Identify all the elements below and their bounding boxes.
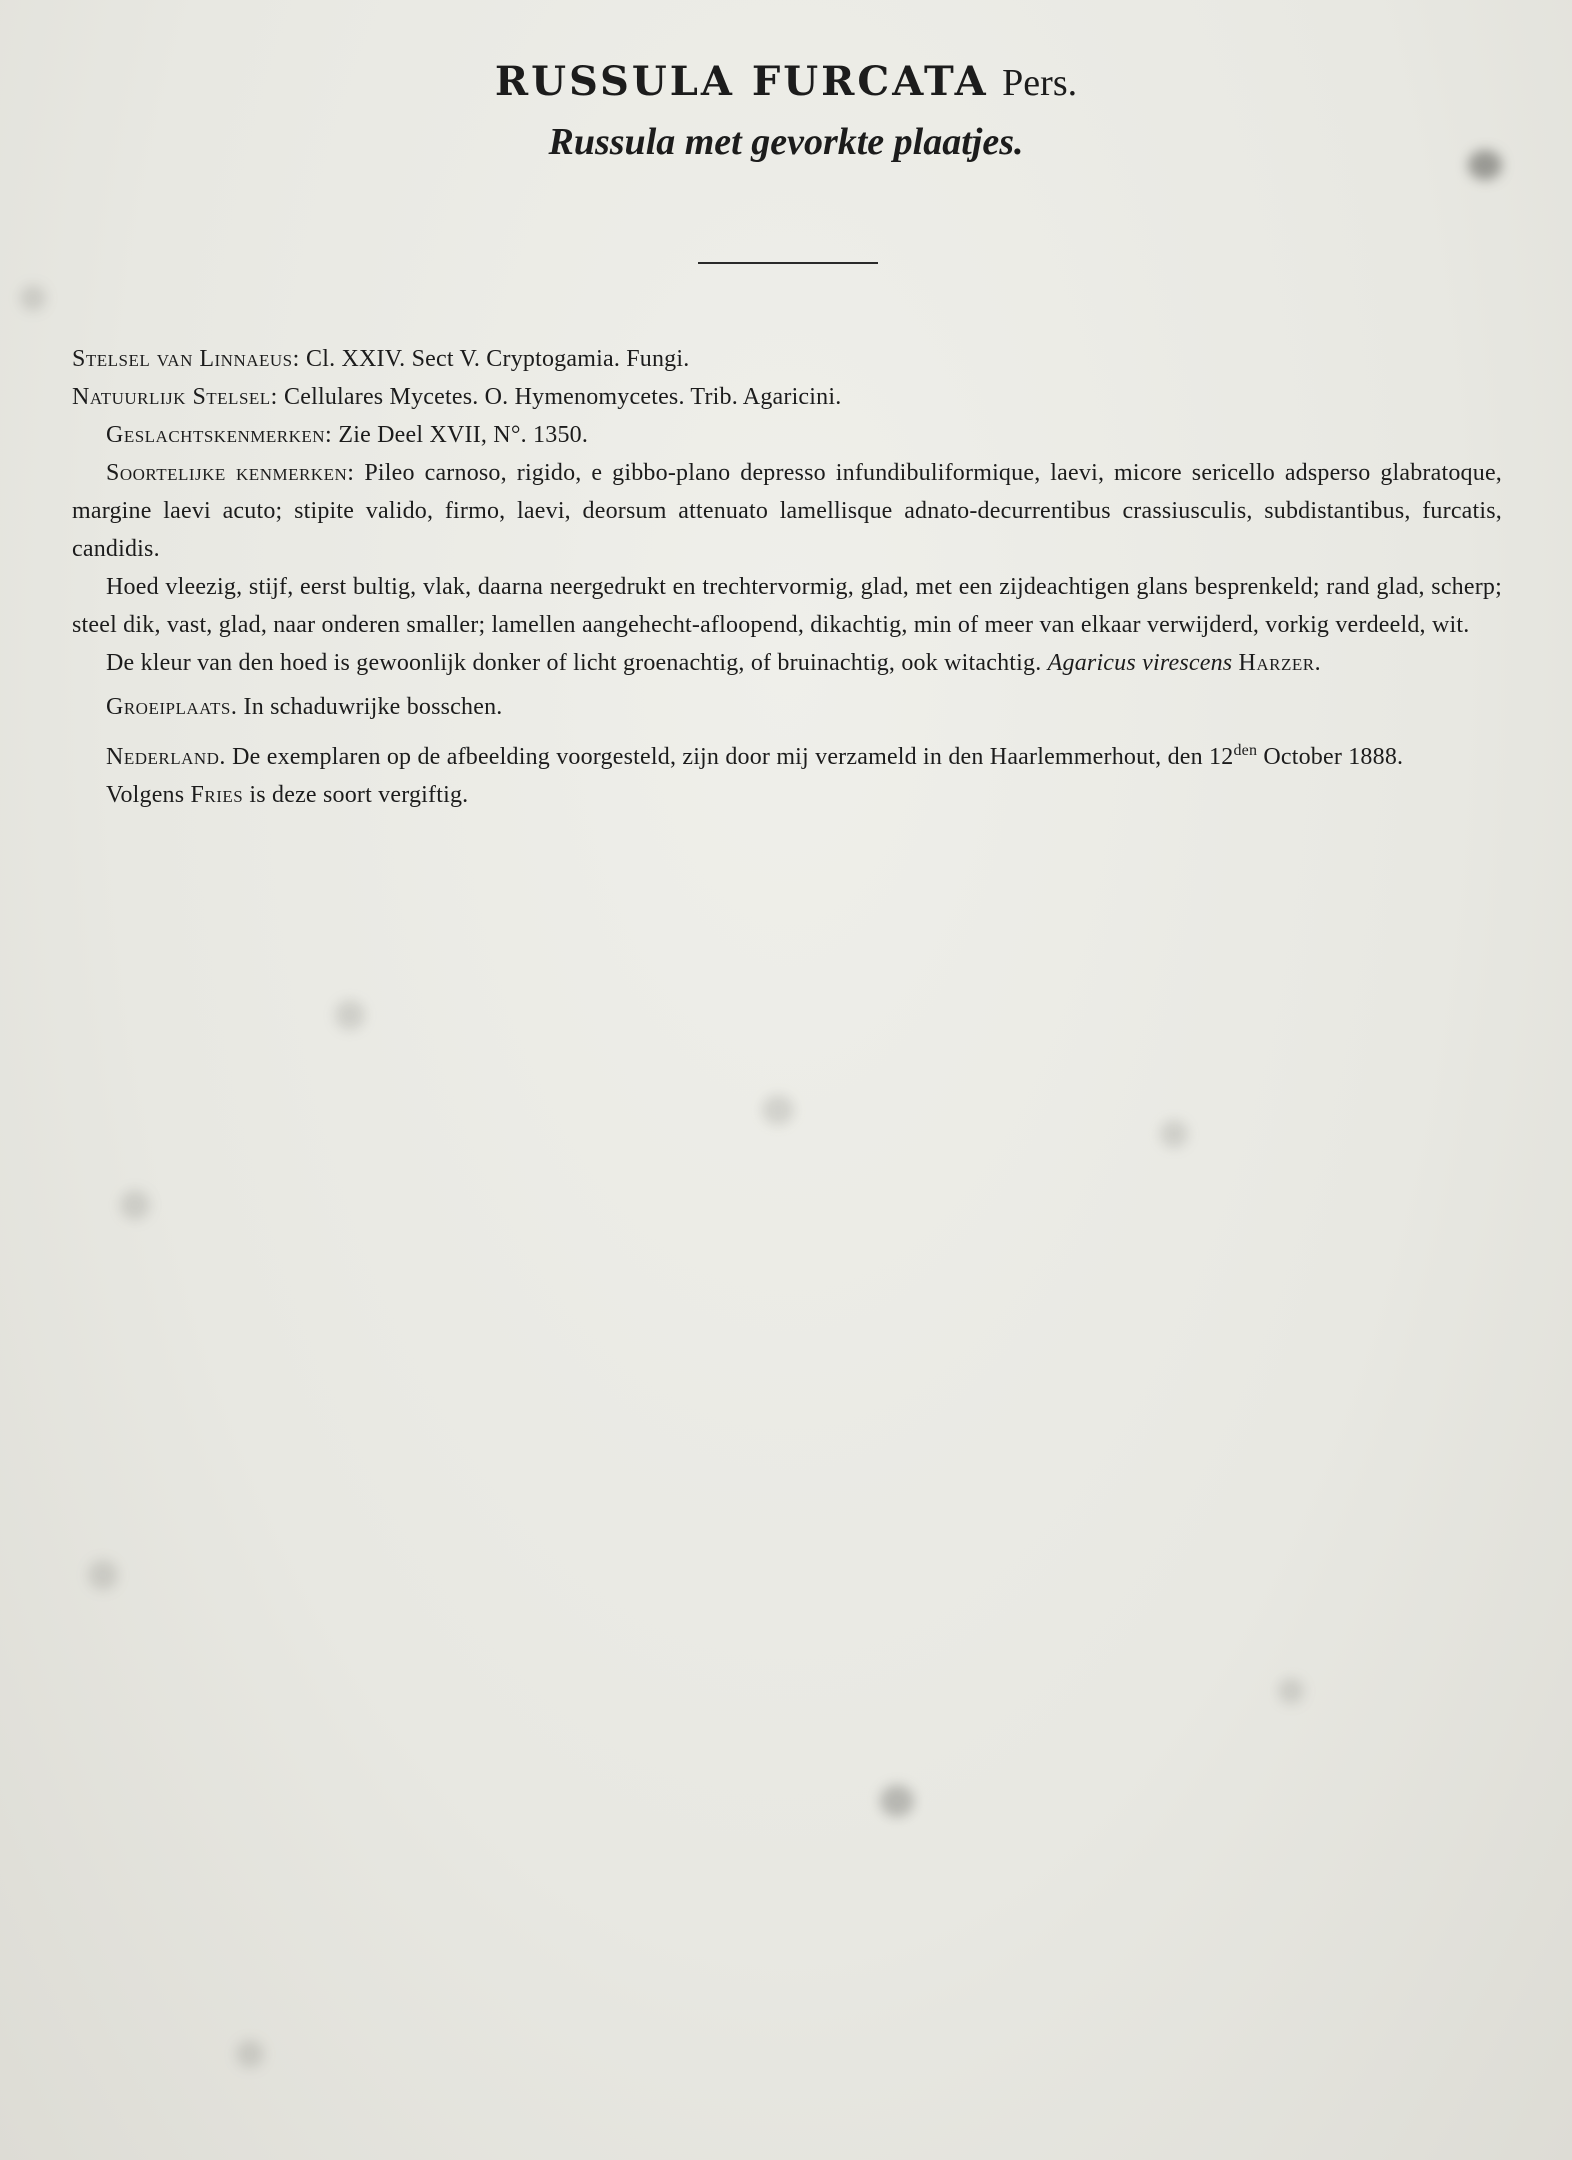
species-author: Pers. — [1002, 62, 1078, 104]
habitat-paragraph — [72, 688, 1502, 726]
description-paragraph: Hoed vleezig, stijf, eerst bultig, vlak, daarna neergedrukt en trechtervormig, glad, met een zijdeachtigen glans besprenkeld; rand glad, scherp; steel dik, vast, glad, naar onderen smaller; lamellen aangehecht-afloopend, dikachtig, min of meer van elkaar verwijderd, vorkig verdeeld, wit. — [72, 574, 1502, 638]
color-paragraph — [72, 644, 1502, 682]
genus-text: Zie Deel XVII, N°. 1350. — [338, 422, 589, 448]
habitat-label: Groeiplaats. — [106, 694, 238, 720]
page-title — [0, 58, 1572, 106]
article-body — [72, 340, 1502, 814]
note-text-end: is deze soort vergiftig. — [249, 782, 469, 808]
netherlands-date: October 1888. — [1257, 744, 1404, 770]
paper-stain — [88, 1560, 118, 1590]
paper-stain — [120, 1190, 150, 1220]
page-subtitle: Russula met gevorkte plaatjes. — [548, 121, 1024, 163]
synonym-name: Agaricus virescens — [1047, 650, 1233, 676]
paper-stain — [335, 1000, 365, 1030]
netherlands-label: Nederland. — [106, 744, 226, 770]
natural-system-label: Natuurlijk Stelsel: — [72, 384, 278, 410]
paper-stain — [762, 1095, 794, 1125]
netherlands-text: De exemplaren op de afbeelding voorgesteld, zijn door mij verzameld in den Haarlemmerhout, den 12 — [232, 744, 1234, 770]
species-name: RUSSULA FURCATA — [494, 58, 989, 105]
species-paragraph — [72, 454, 1502, 568]
linnaeus-text: Cl. XXIV. Sect V. Cryptogamia. Fungi. — [306, 346, 690, 372]
paper-stain — [20, 285, 46, 311]
toxicity-note — [72, 776, 1502, 814]
note-author: Fries — [190, 782, 244, 808]
genus-paragraph — [72, 416, 1502, 454]
synonym-author: Harzer. — [1238, 650, 1322, 676]
paper-stain — [1160, 1120, 1188, 1148]
habitat-text: In schaduwrijke bosschen. — [243, 694, 503, 720]
date-superscript: den — [1233, 742, 1258, 759]
species-text: Pileo carnoso, rigido, e gibbo-plano depresso infundibuliformique, laevi, micore sericello adsperso glabratoque, margine laevi acuto; stipite valido, firmo, laevi, deorsum attenuato lamellisque adnato-decurrentibus crassiusculis, subdistantibus, furcatis, candidis. — [72, 460, 1502, 562]
paper-stain — [1278, 1678, 1304, 1704]
natural-system-line — [72, 378, 1502, 416]
genus-label: Geslachtskenmerken: — [106, 422, 333, 448]
linnaeus-line — [72, 340, 1502, 378]
species-label: Soortelijke kenmerken: — [106, 460, 355, 486]
natural-system-text: Cellulares Mycetes. O. Hymenomycetes. Trib. Agaricini. — [284, 384, 842, 410]
netherlands-paragraph — [72, 732, 1502, 776]
title-divider — [698, 262, 878, 264]
note-text-start: Volgens — [106, 782, 185, 808]
color-text: De kleur van den hoed is gewoonlijk donker of licht groenachtig, of bruinachtig, ook witachtig. — [106, 650, 1042, 676]
paper-stain — [880, 1785, 914, 1817]
paper-stain — [236, 2040, 264, 2068]
linnaeus-label: Stelsel van Linnaeus: — [72, 346, 300, 372]
